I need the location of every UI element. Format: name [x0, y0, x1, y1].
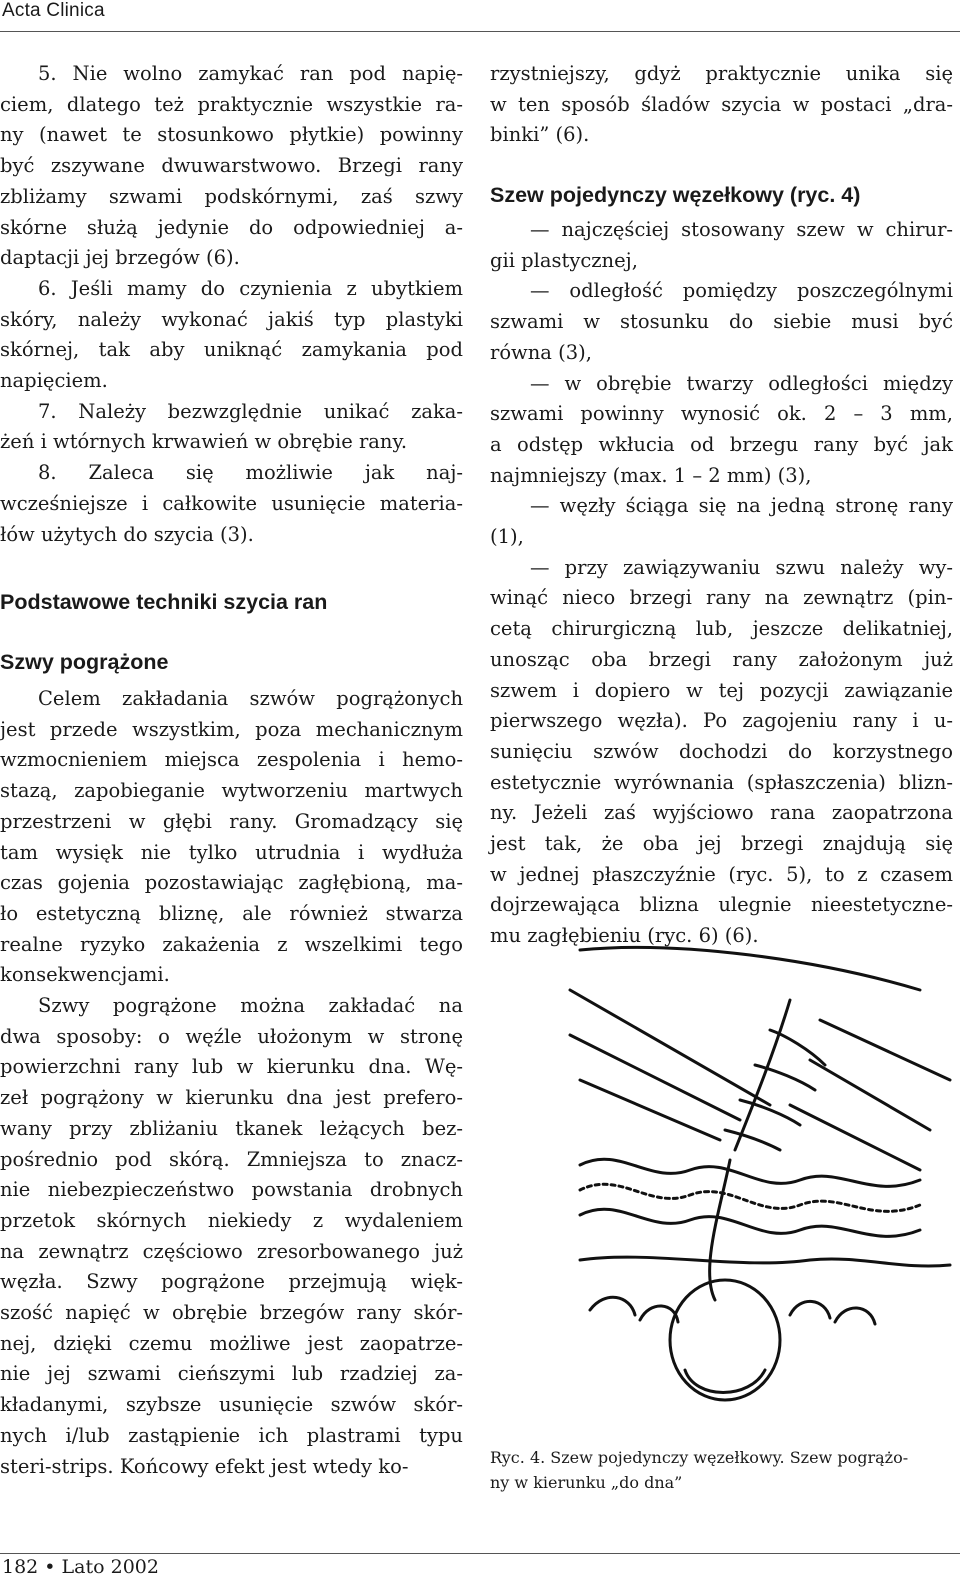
suture-illustration	[560, 930, 960, 1430]
text-line: ło estetyczną bliznę, ale również stwarza	[0, 901, 463, 925]
text-line: być zszywane dwuwarstwowo. Brzegi rany	[0, 154, 463, 178]
text-line: Celem zakładania szwów pogrążonych	[38, 687, 463, 710]
text-line: w jednej płaszczyźnie (ryc. 5), to z czasem	[490, 862, 953, 886]
text-line: gii plastycznej,	[490, 248, 638, 272]
text-line: skórne służą jedynie do odpowiedniej a-	[0, 215, 463, 239]
footer-rule	[0, 1553, 960, 1554]
text-line: stazą, zapobieganie wytworzeniu martwych	[0, 779, 463, 803]
text-line: — odległość pomiędzy poszczególnymi	[530, 279, 953, 303]
text-line: jest przede wszystkim, poza mechanicznym	[0, 717, 463, 741]
text-line: powierzchni rany lub w kierunku dna. Wę-	[0, 1055, 463, 1079]
text-line: 6. Jeśli mamy do czynienia z ubytkiem	[38, 276, 463, 300]
text-line: szwami powinny wynosić ok. 2 – 3 mm,	[490, 402, 953, 426]
text-line: mu zagłębieniu (ryc. 6) (6).	[490, 924, 759, 948]
text-line: skórnej, tak aby uniknąć zamykania pod	[0, 338, 463, 362]
text-line: równa (3),	[490, 340, 592, 364]
text-line: realne ryzyko zakażenia z wszelkimi tego	[0, 932, 463, 956]
subsection-title-buried-sutures: Szwy pogrążone	[0, 650, 169, 674]
text-line: nych i/lub zastąpienie ich plastrami typu	[0, 1423, 463, 1447]
text-line: kładanymi, szybsze usunięcie szwów skór-	[0, 1393, 463, 1417]
text-line: estetycznie wyrównania (spłaszczenia) blizn-	[490, 770, 953, 794]
journal-name: Acta Clinica	[2, 0, 105, 21]
text-line: (1),	[490, 525, 524, 548]
text-line: 5. Nie wolno zamykać ran pod napię-	[38, 62, 463, 85]
text-line: nej, dzięki czemu możliwe jest zaopatrze-	[0, 1331, 463, 1355]
text-line: — najczęściej stosowany szew w chirur-	[530, 218, 953, 241]
text-line: Szwy pogrążone można zakładać na	[38, 994, 463, 1017]
text-line: tam wysięk nie tylko utrudnia i wydłuża	[0, 840, 463, 864]
subsection-title-simple-interrupted: Szew pojedynczy węzełkowy (ryc. 4)	[490, 183, 861, 207]
text-line: 7. Należy bezwzględnie unikać zaka-	[38, 399, 463, 423]
text-line: nie niebezpieczeństwo powstania drobnych	[0, 1178, 463, 1202]
text-line: rzystniejszy, gdyż praktycznie unika się	[490, 62, 953, 85]
caption-line: Ryc. 4. Szew pojedynczy węzełkowy. Szew pogrążo-	[490, 1448, 909, 1467]
text-line: nie jej szwami cieńszymi lub rzadziej za-	[0, 1362, 463, 1386]
figure-caption	[490, 1445, 953, 1495]
text-line: szwami w stosunku do siebie musi być	[490, 310, 953, 334]
text-line: czas gojenia pozostawiając zagłębioną, ma-	[0, 871, 463, 895]
text-line: wcześniejsze i całkowite usunięcie materia-	[0, 491, 463, 515]
caption-line: ny w kierunku „do dna”	[490, 1473, 683, 1492]
text-line: wany przy zbliżaniu tkanek leżących bez-	[0, 1116, 463, 1140]
text-line: żeń i wtórnych krwawień w obrębie rany.	[0, 430, 408, 454]
left-column	[0, 0, 463, 1552]
text-line: a odstęp wkłucia od brzegu rany być jak	[490, 432, 953, 456]
text-line: wzmocnieniem miejsca zespolenia i hemo-	[0, 748, 463, 772]
text-line: unosząc oba brzegi rany założonym już	[490, 647, 953, 671]
text-line: pośrednio pod skórą. Zmniejsza to znacz-	[0, 1147, 463, 1171]
text-line: cetą chirurgiczną lub, jeszcze delikatniej,	[490, 617, 953, 641]
text-line: dojrzewająca blizna ulegnie nieestetyczne-	[490, 893, 953, 917]
text-line: jest tak, że oba jej brzegi znajdują się	[490, 832, 953, 855]
text-line: szość napięć w obrębie brzegów rany skór-	[0, 1301, 463, 1324]
text-line: dwa sposoby: o węźle ułożonym w stronę	[0, 1024, 463, 1048]
text-line: daptacji jej brzegów (6).	[0, 246, 240, 270]
text-line: najmniejszy (max. 1 – 2 mm) (3),	[490, 463, 812, 487]
text-line: sunięciu szwów dochodzi do korzystnego	[490, 739, 953, 763]
text-line: winąć nieco brzegi rany na zewnątrz (pin-	[490, 586, 953, 610]
text-line: skóry, należy wykonać jakiś typ plastyki	[0, 307, 463, 331]
text-line: — przy zawiązywaniu szwu należy wy-	[530, 555, 953, 579]
text-line: na zewnątrz częściowo zresorbowanego już	[0, 1239, 463, 1263]
text-line: — w obrębie twarzy odległości między	[530, 371, 953, 395]
text-line: węzła. Szwy pogrążone przejmują więk-	[0, 1270, 463, 1294]
text-line: — węzły ściąga się na jedną stronę rany	[530, 494, 953, 518]
text-line: ciem, dlatego też praktycznie wszystkie ra-	[0, 92, 463, 116]
page-footer: 182 • Lato 2002	[2, 1556, 159, 1578]
text-line: zbliżamy szwami podskórnymi, zaś szwy	[0, 184, 463, 208]
text-line: steri-strips. Końcowy efekt jest wtedy ko-	[0, 1454, 409, 1478]
text-line: łów użytych do szycia (3).	[0, 522, 254, 546]
section-title: Podstawowe techniki szycia ran	[0, 590, 328, 614]
text-line: przestrzeni w głębi rany. Gromadzący się	[0, 809, 463, 833]
text-line: ny (nawet te stosunkowo płytkie) powinny	[0, 123, 463, 147]
text-line: binki” (6).	[490, 123, 590, 147]
text-line: w ten sposób śladów szycia w postaci „dra-	[490, 92, 953, 116]
text-line: zeł pogrążony w kierunku dna jest prefero-	[0, 1086, 463, 1110]
text-line: napięciem.	[0, 369, 108, 392]
text-line: pierwszego węzła). Po zagojeniu rany i u-	[490, 709, 953, 733]
text-line: 8. Zaleca się możliwie jak naj-	[38, 461, 463, 485]
text-line: konsekwencjami.	[0, 963, 170, 987]
text-line: szwem i dopiero w tej pozycji zawiązanie	[490, 678, 953, 702]
text-line: ny. Jeżeli zaś wyjściowo rana zaopatrzona	[490, 801, 953, 825]
text-line: przetok skórnych niekiedy z wydaleniem	[0, 1208, 463, 1232]
